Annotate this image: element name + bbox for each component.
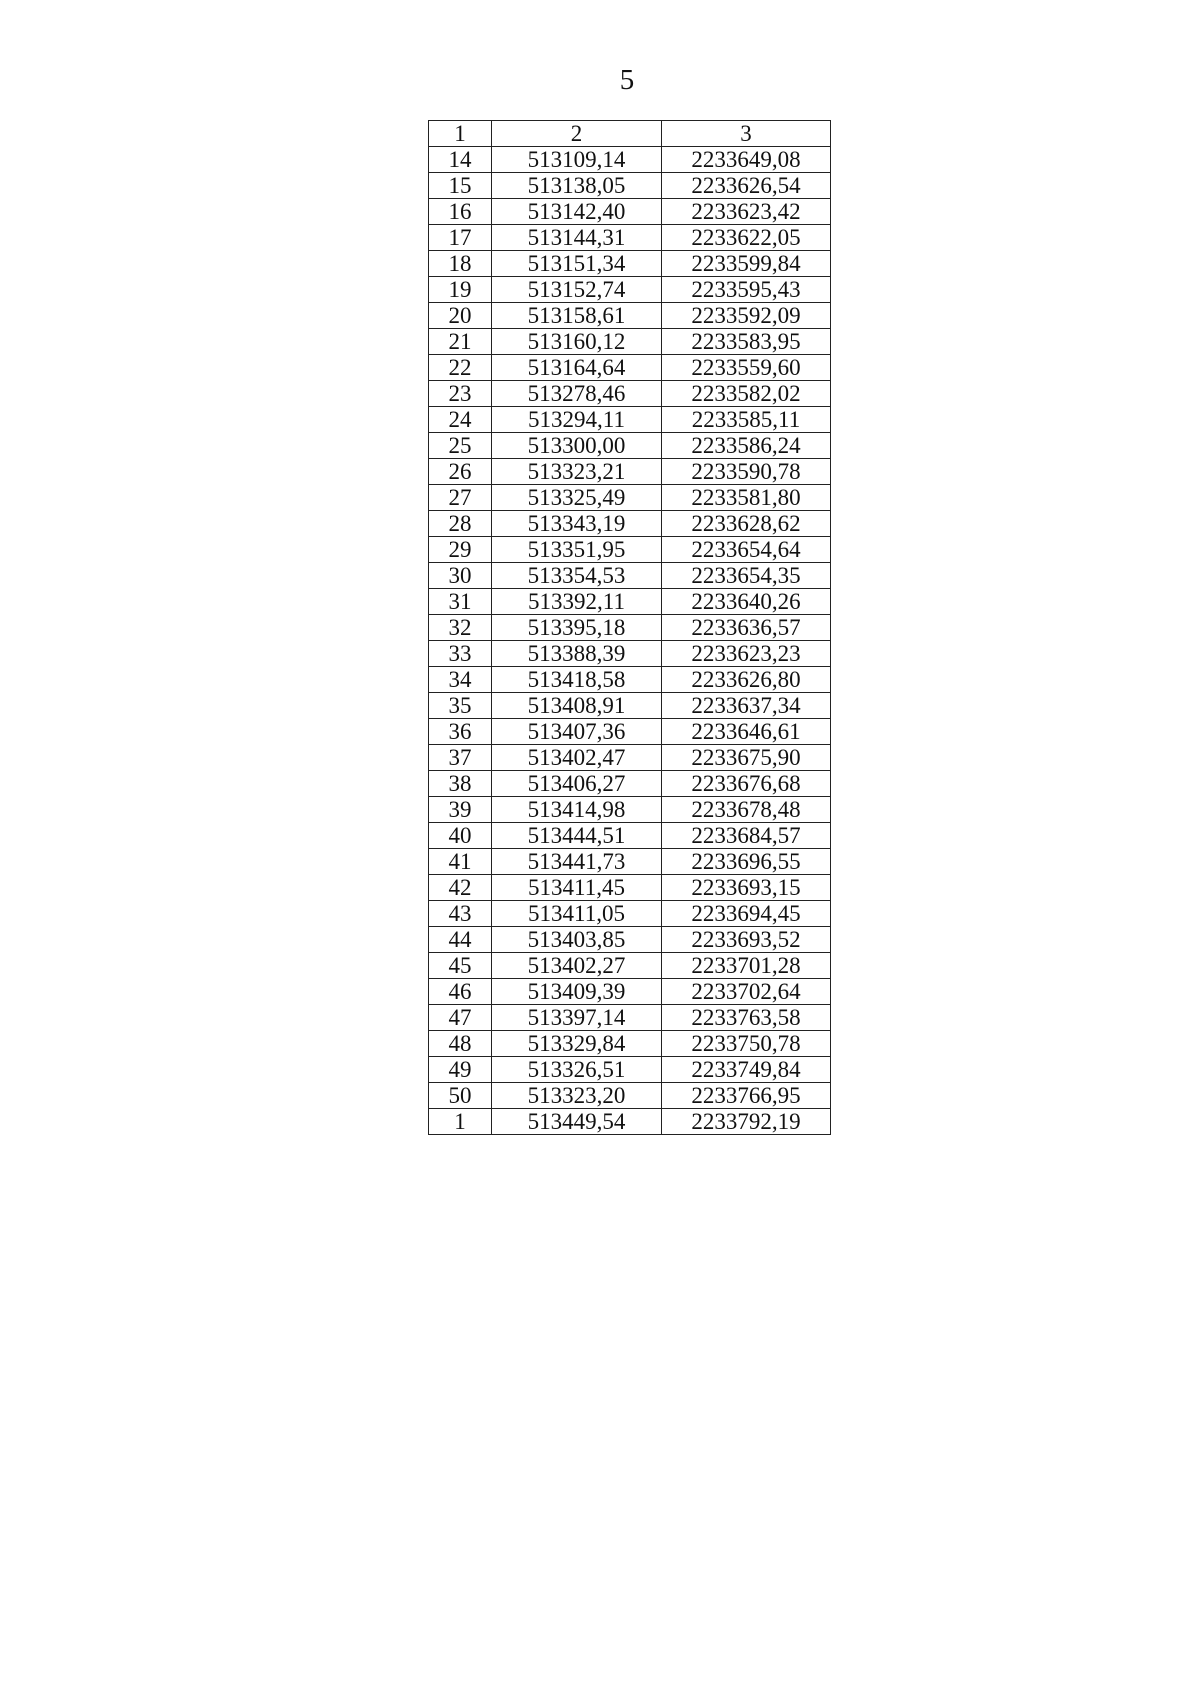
table-row [429,901,831,927]
x-coordinate-cell: 513441,73 [492,849,662,875]
x-coordinate-cell: 513160,12 [492,329,662,355]
point-number-cell: 31 [429,589,492,615]
column-header: 1 [429,121,492,147]
table-row [429,225,831,251]
page-number: 5 [619,64,635,96]
x-coordinate-cell: 513408,91 [492,693,662,719]
table-row [429,433,831,459]
table-row [429,199,831,225]
table-row [429,953,831,979]
point-number-cell: 49 [429,1057,492,1083]
x-coordinate-cell: 513144,31 [492,225,662,251]
point-number-cell: 48 [429,1031,492,1057]
table-row [429,797,831,823]
point-number-cell: 39 [429,797,492,823]
point-number-cell: 30 [429,563,492,589]
y-coordinate-cell: 2233583,95 [662,329,831,355]
point-number-cell: 46 [429,979,492,1005]
y-coordinate-cell: 2233599,84 [662,251,831,277]
y-coordinate-cell: 2233626,54 [662,173,831,199]
table-row [429,381,831,407]
table-row [429,355,831,381]
y-coordinate-cell: 2233582,02 [662,381,831,407]
y-coordinate-cell: 2233637,34 [662,693,831,719]
x-coordinate-cell: 513278,46 [492,381,662,407]
coordinates-table [428,120,831,1135]
table-row [429,875,831,901]
y-coordinate-cell: 2233676,68 [662,771,831,797]
x-coordinate-cell: 513152,74 [492,277,662,303]
x-coordinate-cell: 513411,45 [492,875,662,901]
y-coordinate-cell: 2233649,08 [662,147,831,173]
point-number-cell: 44 [429,927,492,953]
point-number-cell: 29 [429,537,492,563]
point-number-cell: 36 [429,719,492,745]
table-body [429,147,831,1135]
table-row [429,615,831,641]
x-coordinate-cell: 513351,95 [492,537,662,563]
table-row [429,641,831,667]
x-coordinate-cell: 513409,39 [492,979,662,1005]
point-number-cell: 45 [429,953,492,979]
point-number-cell: 18 [429,251,492,277]
y-coordinate-cell: 2233701,28 [662,953,831,979]
x-coordinate-cell: 513354,53 [492,563,662,589]
x-coordinate-cell: 513402,47 [492,745,662,771]
x-coordinate-cell: 513138,05 [492,173,662,199]
y-coordinate-cell: 2233646,61 [662,719,831,745]
x-coordinate-cell: 513323,21 [492,459,662,485]
y-coordinate-cell: 2233559,60 [662,355,831,381]
table-row [429,589,831,615]
table-row [429,407,831,433]
y-coordinate-cell: 2233585,11 [662,407,831,433]
point-number-cell: 24 [429,407,492,433]
point-number-cell: 47 [429,1005,492,1031]
y-coordinate-cell: 2233623,23 [662,641,831,667]
table-row [429,329,831,355]
y-coordinate-cell: 2233592,09 [662,303,831,329]
y-coordinate-cell: 2233684,57 [662,823,831,849]
x-coordinate-cell: 513323,20 [492,1083,662,1109]
y-coordinate-cell: 2233693,52 [662,927,831,953]
table-row [429,173,831,199]
column-header: 2 [492,121,662,147]
x-coordinate-cell: 513402,27 [492,953,662,979]
y-coordinate-cell: 2233694,45 [662,901,831,927]
x-coordinate-cell: 513325,49 [492,485,662,511]
x-coordinate-cell: 513151,34 [492,251,662,277]
point-number-cell: 22 [429,355,492,381]
point-number-cell: 34 [429,667,492,693]
y-coordinate-cell: 2233628,62 [662,511,831,537]
point-number-cell: 17 [429,225,492,251]
table-row [429,1109,831,1135]
y-coordinate-cell: 2233581,80 [662,485,831,511]
y-coordinate-cell: 2233749,84 [662,1057,831,1083]
x-coordinate-cell: 513444,51 [492,823,662,849]
x-coordinate-cell: 513300,00 [492,433,662,459]
x-coordinate-cell: 513418,58 [492,667,662,693]
point-number-cell: 37 [429,745,492,771]
x-coordinate-cell: 513294,11 [492,407,662,433]
point-number-cell: 21 [429,329,492,355]
table-row [429,771,831,797]
table-row [429,277,831,303]
y-coordinate-cell: 2233693,15 [662,875,831,901]
y-coordinate-cell: 2233763,58 [662,1005,831,1031]
point-number-cell: 28 [429,511,492,537]
table-row [429,459,831,485]
x-coordinate-cell: 513397,14 [492,1005,662,1031]
y-coordinate-cell: 2233678,48 [662,797,831,823]
table-row [429,719,831,745]
y-coordinate-cell: 2233623,42 [662,199,831,225]
x-coordinate-cell: 513329,84 [492,1031,662,1057]
table-row [429,823,831,849]
point-number-cell: 26 [429,459,492,485]
x-coordinate-cell: 513403,85 [492,927,662,953]
y-coordinate-cell: 2233766,95 [662,1083,831,1109]
point-number-cell: 25 [429,433,492,459]
y-coordinate-cell: 2233696,55 [662,849,831,875]
x-coordinate-cell: 513142,40 [492,199,662,225]
y-coordinate-cell: 2233675,90 [662,745,831,771]
table-row [429,537,831,563]
x-coordinate-cell: 513414,98 [492,797,662,823]
column-header: 3 [662,121,831,147]
y-coordinate-cell: 2233626,80 [662,667,831,693]
table-row [429,251,831,277]
point-number-cell: 42 [429,875,492,901]
x-coordinate-cell: 513407,36 [492,719,662,745]
y-coordinate-cell: 2233654,35 [662,563,831,589]
y-coordinate-cell: 2233702,64 [662,979,831,1005]
y-coordinate-cell: 2233640,26 [662,589,831,615]
y-coordinate-cell: 2233595,43 [662,277,831,303]
point-number-cell: 33 [429,641,492,667]
point-number-cell: 38 [429,771,492,797]
y-coordinate-cell: 2233654,64 [662,537,831,563]
table-row [429,1057,831,1083]
table-row [429,563,831,589]
y-coordinate-cell: 2233622,05 [662,225,831,251]
x-coordinate-cell: 513164,64 [492,355,662,381]
point-number-cell: 23 [429,381,492,407]
table-row [429,1031,831,1057]
table-row [429,485,831,511]
table-row [429,1005,831,1031]
x-coordinate-cell: 513388,39 [492,641,662,667]
table-row [429,511,831,537]
x-coordinate-cell: 513411,05 [492,901,662,927]
table-row [429,1083,831,1109]
y-coordinate-cell: 2233586,24 [662,433,831,459]
table-row [429,693,831,719]
x-coordinate-cell: 513392,11 [492,589,662,615]
table-row [429,979,831,1005]
point-number-cell: 40 [429,823,492,849]
table-row [429,147,831,173]
y-coordinate-cell: 2233750,78 [662,1031,831,1057]
x-coordinate-cell: 513158,61 [492,303,662,329]
y-coordinate-cell: 2233792,19 [662,1109,831,1135]
y-coordinate-cell: 2233590,78 [662,459,831,485]
point-number-cell: 20 [429,303,492,329]
x-coordinate-cell: 513109,14 [492,147,662,173]
point-number-cell: 19 [429,277,492,303]
point-number-cell: 14 [429,147,492,173]
table-row [429,927,831,953]
point-number-cell: 43 [429,901,492,927]
x-coordinate-cell: 513343,19 [492,511,662,537]
point-number-cell: 16 [429,199,492,225]
point-number-cell: 15 [429,173,492,199]
point-number-cell: 27 [429,485,492,511]
table-header-row [429,121,831,147]
point-number-cell: 35 [429,693,492,719]
x-coordinate-cell: 513406,27 [492,771,662,797]
table-row [429,849,831,875]
y-coordinate-cell: 2233636,57 [662,615,831,641]
table-row [429,745,831,771]
point-number-cell: 41 [429,849,492,875]
table-row [429,303,831,329]
x-coordinate-cell: 513326,51 [492,1057,662,1083]
table-row [429,667,831,693]
x-coordinate-cell: 513395,18 [492,615,662,641]
point-number-cell: 1 [429,1109,492,1135]
point-number-cell: 50 [429,1083,492,1109]
point-number-cell: 32 [429,615,492,641]
x-coordinate-cell: 513449,54 [492,1109,662,1135]
